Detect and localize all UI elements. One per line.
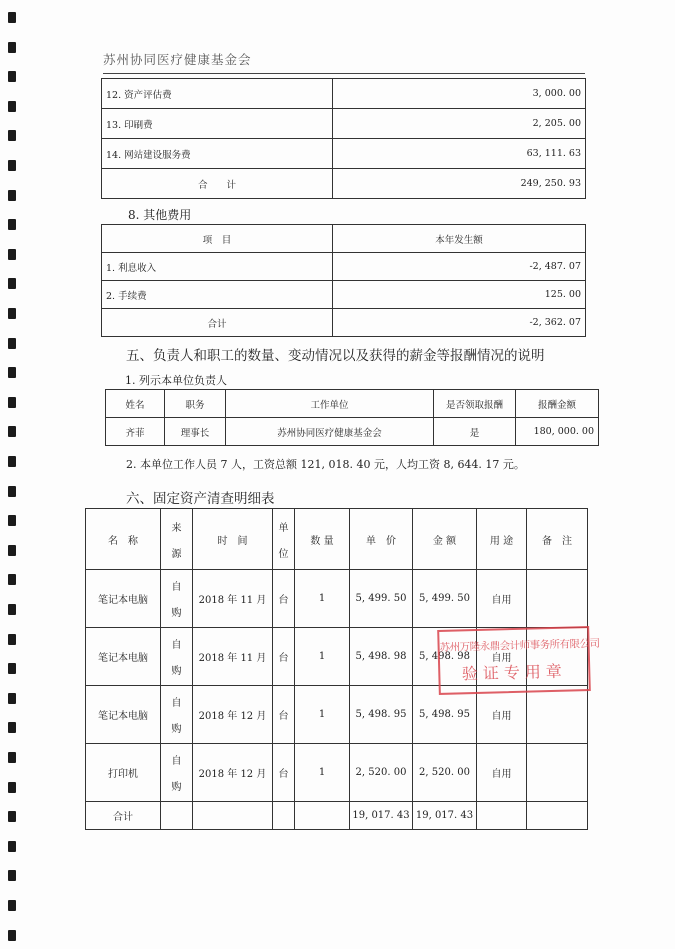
binding-hole xyxy=(8,101,16,112)
item-cell: 14. 网站建设服务费 xyxy=(102,139,333,169)
header-cell: 是否领取报酬 xyxy=(434,390,516,418)
binding-hole xyxy=(8,278,16,289)
asset-use: 自用 xyxy=(477,686,527,744)
binding-hole xyxy=(8,338,16,349)
total-amount: -2, 362. 07 xyxy=(333,309,586,337)
binding-hole xyxy=(8,604,16,615)
asset-price: 5, 498. 95 xyxy=(350,686,413,744)
col-item-header: 项 目 xyxy=(102,225,333,253)
asset-price: 2, 520. 00 xyxy=(350,744,413,802)
section6-title: 六、固定资产清查明细表 xyxy=(126,491,275,507)
binding-hole xyxy=(8,663,16,674)
col-amount-header: 本年发生额 xyxy=(333,225,586,253)
header-time: 时 间 xyxy=(193,509,273,570)
asset-time: 2018 年 12 月 xyxy=(193,744,273,802)
workplace-cell: 苏州协同医疗健康基金会 xyxy=(226,418,434,446)
header-use: 用 途 xyxy=(477,509,527,570)
asset-source: 自 购 xyxy=(161,744,193,802)
header-cell: 职务 xyxy=(165,390,226,418)
total-row xyxy=(86,802,588,830)
header-amount: 金 额 xyxy=(413,509,477,570)
binding-hole xyxy=(8,545,16,556)
asset-unit: 台 xyxy=(273,686,295,744)
asset-name: 打印机 xyxy=(86,744,161,802)
total-amount: 249, 250. 93 xyxy=(333,169,586,199)
responsible-person-table xyxy=(105,389,599,446)
asset-qty: 1 xyxy=(295,686,350,744)
binding-hole xyxy=(8,722,16,733)
binding-hole xyxy=(8,782,16,793)
page-header: 苏州协同医疗健康基金会 xyxy=(103,50,585,74)
asset-name: 笔记本电脑 xyxy=(86,628,161,686)
binding-hole xyxy=(8,811,16,822)
asset-source: 自 购 xyxy=(161,570,193,628)
binding-hole xyxy=(8,930,16,941)
header-name: 名 称 xyxy=(86,509,161,570)
binding-hole xyxy=(8,426,16,437)
total-label: 合计 xyxy=(102,309,333,337)
asset-use: 自用 xyxy=(477,628,527,686)
binding-hole xyxy=(8,42,16,53)
asset-name: 笔记本电脑 xyxy=(86,570,161,628)
table-row xyxy=(86,744,588,802)
table-row xyxy=(102,253,586,281)
binding-hole xyxy=(8,219,16,230)
binding-hole xyxy=(8,752,16,763)
total-row xyxy=(102,309,586,337)
table-row xyxy=(86,570,588,628)
header-cell: 姓名 xyxy=(106,390,165,418)
table-header-row xyxy=(102,225,586,253)
header-unit: 单 位 xyxy=(273,509,295,570)
amount-cell: -2, 487. 07 xyxy=(333,253,586,281)
asset-amount: 5, 498. 98 xyxy=(413,628,477,686)
asset-unit: 台 xyxy=(273,628,295,686)
name-cell: 齐菲 xyxy=(106,418,165,446)
table-row xyxy=(86,686,588,744)
table-row xyxy=(102,79,586,109)
asset-amount: 5, 499. 50 xyxy=(413,570,477,628)
section5-sub2: 2. 本单位工作人员 7 人，工资总额 121, 018. 40 元，人均工资 8, 644. 17 元。 xyxy=(126,458,525,471)
binding-hole xyxy=(8,308,16,319)
binding-hole xyxy=(8,486,16,497)
header-cell: 工作单位 xyxy=(226,390,434,418)
table-header-row xyxy=(106,390,599,418)
asset-name: 笔记本电脑 xyxy=(86,686,161,744)
total-label: 合 计 xyxy=(102,169,333,199)
expense-table xyxy=(101,78,586,199)
section5-title: 五、负责人和职工的数量、变动情况以及获得的薪金等报酬情况的说明 xyxy=(126,348,545,364)
position-cell: 理事长 xyxy=(165,418,226,446)
asset-source: 自 购 xyxy=(161,686,193,744)
asset-qty: 1 xyxy=(295,744,350,802)
binding-hole xyxy=(8,160,16,171)
item-cell: 1. 利息收入 xyxy=(102,253,333,281)
asset-price: 5, 498. 98 xyxy=(350,628,413,686)
asset-time: 2018 年 12 月 xyxy=(193,686,273,744)
binding-hole xyxy=(8,249,16,260)
asset-use: 自用 xyxy=(477,570,527,628)
total-row xyxy=(102,169,586,199)
table-row xyxy=(102,109,586,139)
binding-hole xyxy=(8,71,16,82)
asset-unit: 台 xyxy=(273,570,295,628)
asset-qty: 1 xyxy=(295,628,350,686)
binding-hole xyxy=(8,900,16,911)
asset-time: 2018 年 11 月 xyxy=(193,628,273,686)
total-price: 19, 017. 43 xyxy=(350,802,413,830)
asset-price: 5, 499. 50 xyxy=(350,570,413,628)
total-label: 合计 xyxy=(86,802,161,830)
binding-hole xyxy=(8,841,16,852)
verification-stamp xyxy=(437,626,600,695)
total-amount: 19, 017. 43 xyxy=(413,802,477,830)
asset-use: 自用 xyxy=(477,744,527,802)
amount-cell: 3, 000. 00 xyxy=(333,79,586,109)
binding-hole xyxy=(8,130,16,141)
item-cell: 13. 印刷费 xyxy=(102,109,333,139)
paid-cell: 是 xyxy=(434,418,516,446)
header-cell: 报酬金额 xyxy=(516,390,599,418)
binding-hole xyxy=(8,367,16,378)
table-row xyxy=(102,139,586,169)
asset-amount: 2, 520. 00 xyxy=(413,744,477,802)
asset-qty: 1 xyxy=(295,570,350,628)
asset-unit: 台 xyxy=(273,744,295,802)
pay-amount-cell: 180, 000. 00 xyxy=(516,418,599,446)
amount-cell: 2, 205. 00 xyxy=(333,109,586,139)
header-price: 单 价 xyxy=(350,509,413,570)
table-header-row xyxy=(86,509,588,570)
binding-hole xyxy=(8,515,16,526)
asset-note xyxy=(527,686,588,744)
table-row xyxy=(106,418,599,446)
other-expenses-table xyxy=(101,224,586,337)
header-qty: 数 量 xyxy=(295,509,350,570)
item-cell: 2. 手续费 xyxy=(102,281,333,309)
binding-hole xyxy=(8,190,16,201)
asset-time: 2018 年 11 月 xyxy=(193,570,273,628)
binding-holes xyxy=(0,0,22,949)
binding-hole xyxy=(8,693,16,704)
amount-cell: 63, 111. 63 xyxy=(333,139,586,169)
section5-sub1: 1. 列示本单位负责人 xyxy=(125,374,227,387)
binding-hole xyxy=(8,870,16,881)
binding-hole xyxy=(8,397,16,408)
header-note: 备 注 xyxy=(527,509,588,570)
asset-note xyxy=(527,744,588,802)
item-cell: 12. 资产评估费 xyxy=(102,79,333,109)
binding-hole xyxy=(8,634,16,645)
binding-hole xyxy=(8,12,16,23)
asset-note xyxy=(527,570,588,628)
amount-cell: 125. 00 xyxy=(333,281,586,309)
table-row xyxy=(102,281,586,309)
binding-hole xyxy=(8,574,16,585)
stamp-org-text: 苏州万隆永鼎会计师事务所有限公司 xyxy=(439,637,600,654)
header-source: 来 源 xyxy=(161,509,193,570)
binding-hole xyxy=(8,456,16,467)
stamp-seal-text: 验证专用章 xyxy=(461,661,568,684)
other-expenses-title: 8. 其他费用 xyxy=(128,208,192,222)
asset-source: 自 购 xyxy=(161,628,193,686)
asset-amount: 5, 498. 95 xyxy=(413,686,477,744)
